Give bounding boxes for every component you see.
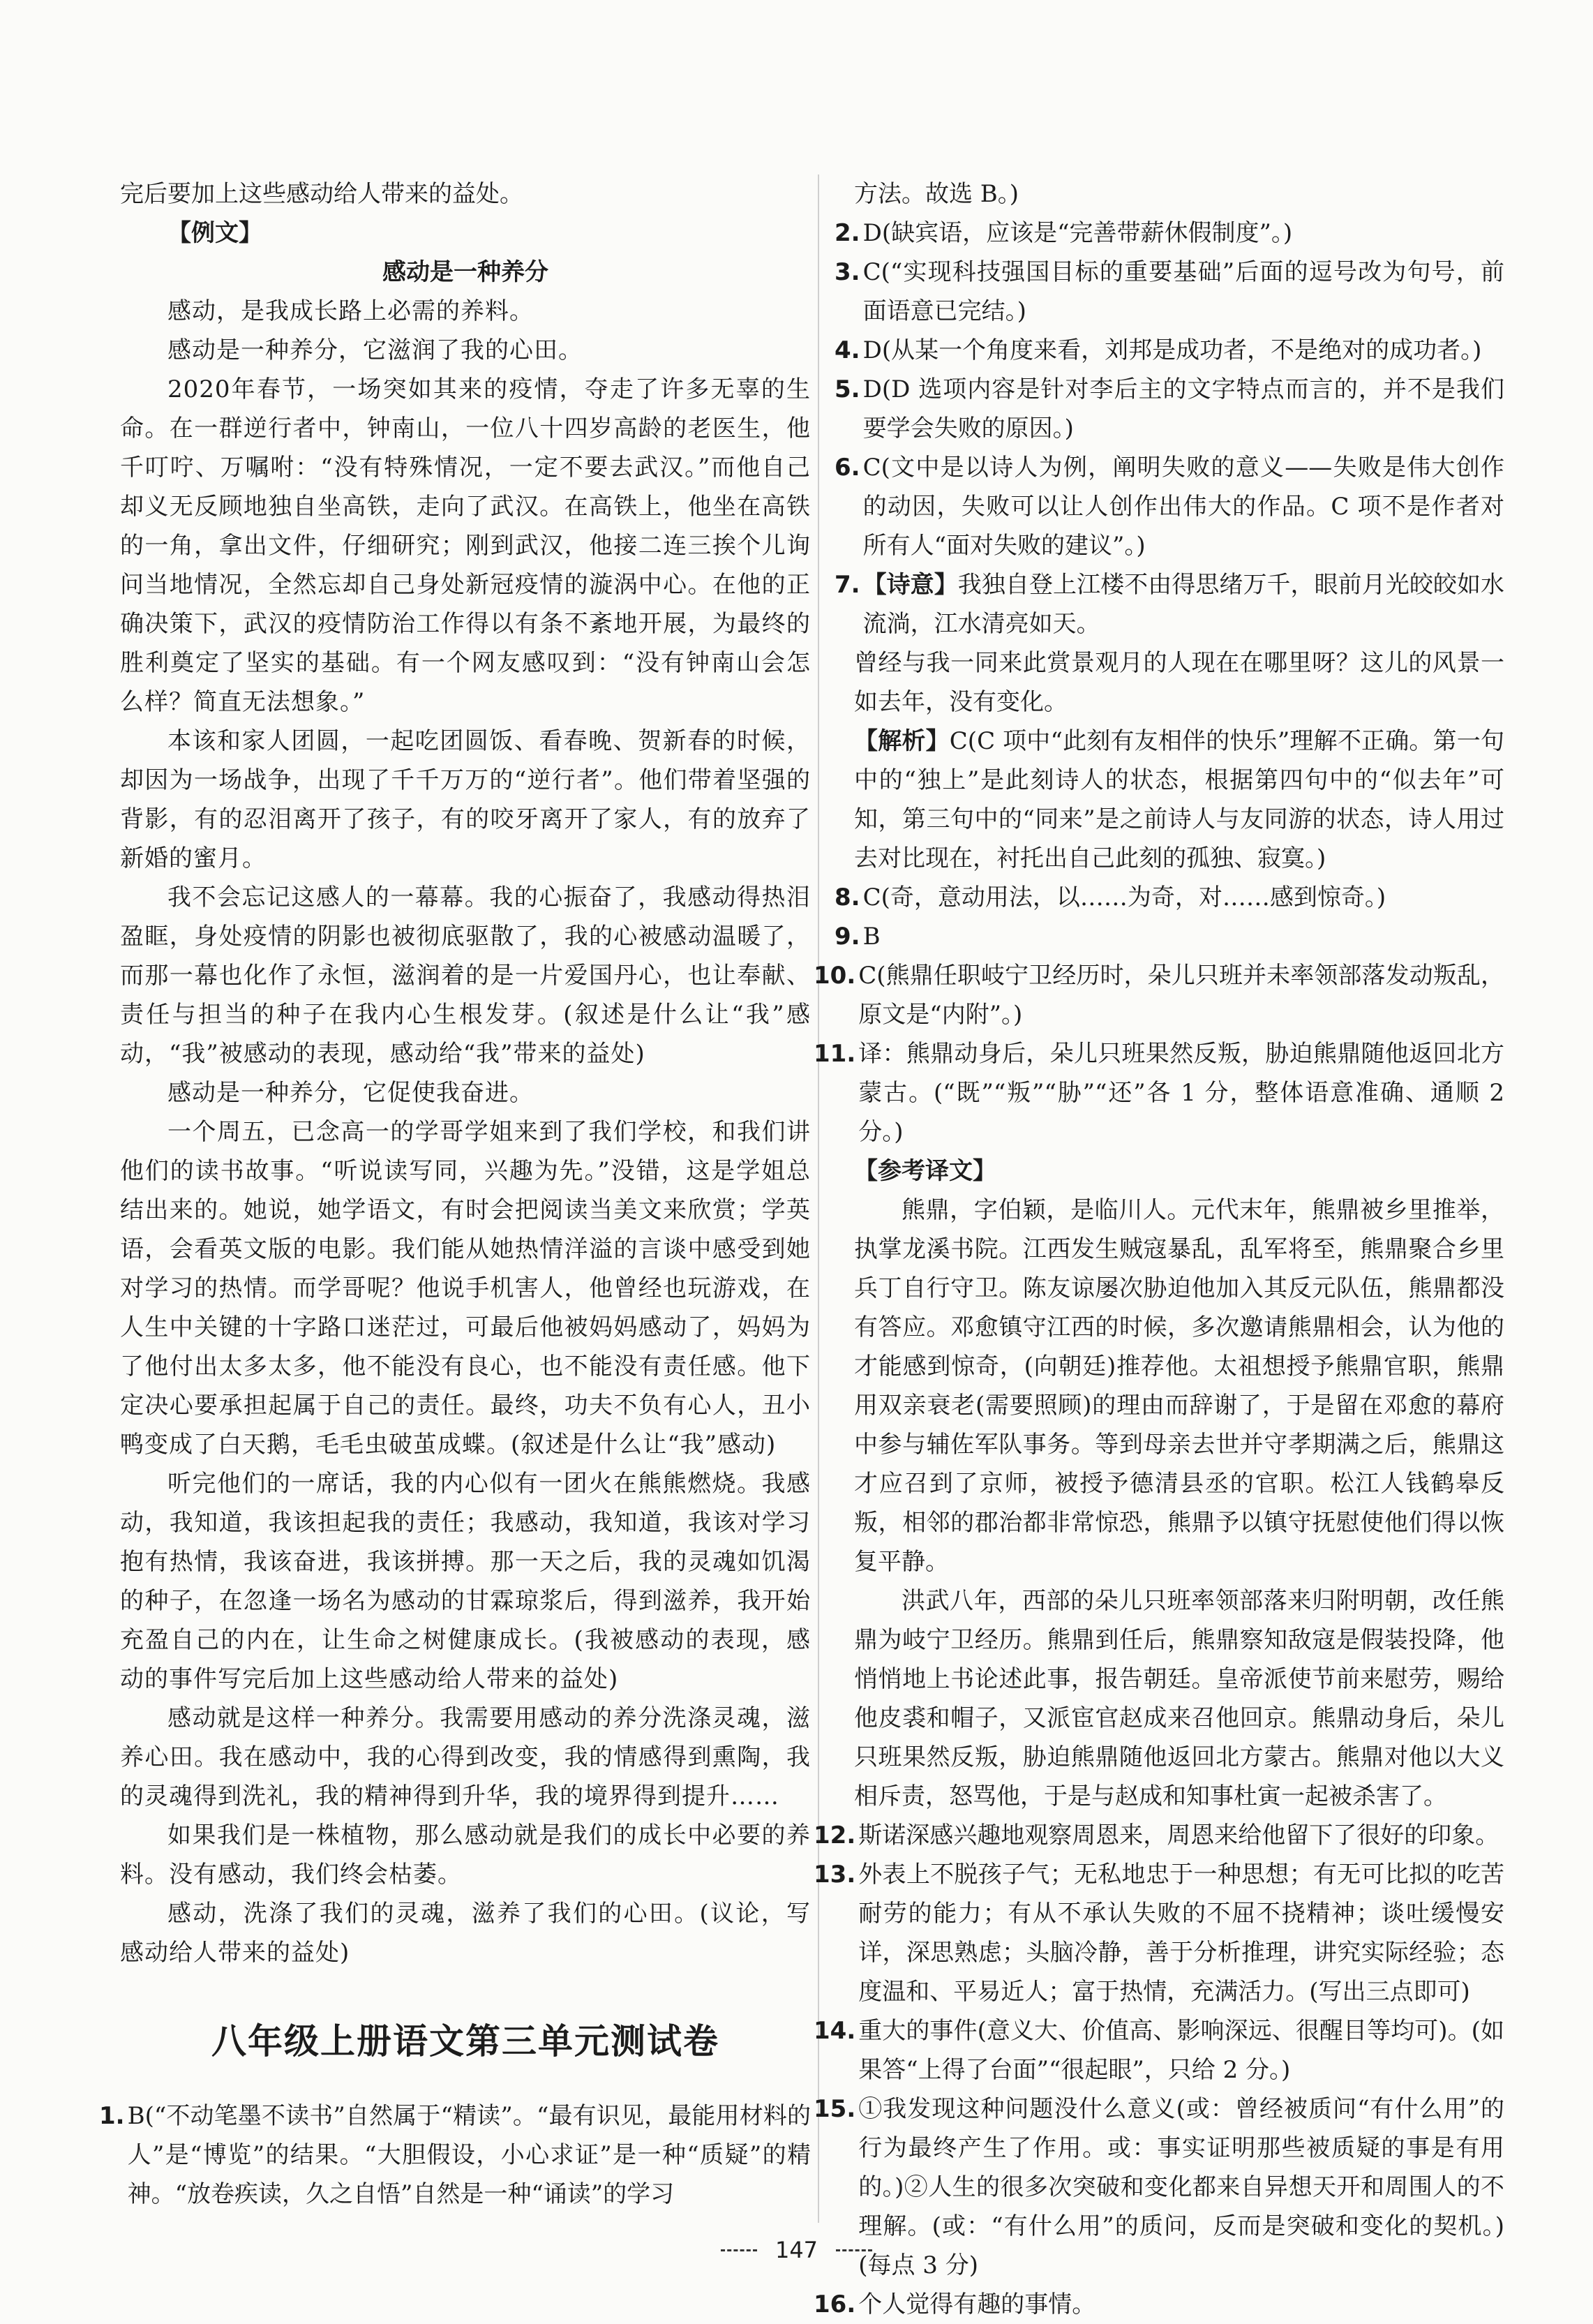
unit-test-title: 八年级上册语文第三单元测试卷 <box>211 2021 719 2062</box>
essay-paragraph: 感动是一种养分，它促使我奋进。 <box>167 1079 534 1107</box>
essay-paragraph: 感动是一种养分，它滋润了我的心田。 <box>167 336 583 364</box>
answer-text: D(从某一个角度来看，刘邦是成功者，不是绝对的成功者。) <box>862 336 1482 364</box>
example-label: 【例文】 <box>167 219 262 247</box>
answer-number: 4. <box>835 336 860 364</box>
page-footer <box>0 2237 1593 2263</box>
answer-number: 6. <box>835 454 860 482</box>
answer-text: 个人觉得有趣的事情。 <box>858 2291 1096 2318</box>
answer-text: ①我发现这种问题没什么意义(或：曾经被质问“有什么用”的行为最终产生了作用。或：事实证明那些被质疑的事是有用的。)②人生的很多次突破和变化都来自异想天开和周围人的不理解。(或：“有什么用”的质问，反而是突破和变化的契机。)(每点 3 分) <box>858 2095 1504 2279</box>
answer-text: C(文中是以诗人为例，阐明失败的意义——失败是伟大创作的动因，失败可以让人创作出伟大的作品。C 项不是作者对所有人“面对失败的建议”。) <box>862 454 1504 560</box>
answer-text: 译：熊鼎动身后，朵儿只班果然反叛，胁迫熊鼎随他返回北方蒙古。(“既”“叛”“胁”“还”各 1 分，整体语意准确、通顺 2 分。) <box>858 1040 1504 1146</box>
answer-number: 3. <box>835 258 860 286</box>
answer-number: 8. <box>835 884 860 911</box>
answer-number: 16. <box>814 2291 856 2318</box>
answer-item-2 <box>835 214 1504 253</box>
answer-number: 9. <box>835 923 860 951</box>
essay-paragraph: 如果我们是一株植物，那么感动就是我们的成长中必要的养料。没有感动，我们终会枯萎。 <box>120 1822 811 1889</box>
answer-text: C(“实现科技强国目标的重要基础”后面的逗号改为句号，前面语意已完结。) <box>862 258 1504 325</box>
reference-translation-paragraph: 熊鼎，字伯颖，是临川人。元代末年，熊鼎被乡里推举，执掌龙溪书院。江西发生贼寇暴乱，乱军将至，熊鼎聚合乡里兵丁自行守卫。陈友谅屡次胁迫他加入其反元队伍，熊鼎都没有答应。邓愈镇守江西的时候，多次邀请熊鼎相会，认为他的才能感到惊奇，(向朝廷)推荐他。太祖想授予熊鼎官职，熊鼎用双亲衰老(需要照顾)的理由而辞谢了，于是留在邓愈的幕府中参与辅佐军队事务。等到母亲去世并守孝期满之后，熊鼎这才应召到了京师，被授予德清县丞的官职。松江人钱鹤皋反叛，相邻的郡治都非常惊恐，熊鼎予以镇守抚慰使他们得以恢复平静。 <box>854 1196 1504 1576</box>
answer-text: C(熊鼎任职岐宁卫经历时，朵儿只班并未率领部落发动叛乱，原文是“内附”。) <box>858 962 1504 1029</box>
essay-paragraph: 感动，是我成长路上必需的养料。 <box>167 297 534 325</box>
answer-item-7 <box>835 565 1504 643</box>
right-column <box>814 174 1504 2324</box>
answer-item-8 <box>835 878 1504 917</box>
answer-number: 2. <box>835 219 860 247</box>
answer-text <box>863 565 1504 643</box>
answer-number: 14. <box>814 2017 856 2045</box>
essay-paragraph: 我不会忘记这感人的一幕幕。我的心振奋了，我感动得热泪盈眶，身处疫情的阴影也被彻底驱散了，我的心被感动温暖了，而那一幕也化作了永恒，滋润着的是一片爱国丹心，也让奉献、责任与担当的种子在我内心生根发芽。(叙述是什么让“我”感动，“我”被感动的表现，感动给“我”带来的益处) <box>120 884 811 1068</box>
essay-paragraph: 听完他们的一席话，我的内心似有一团火在熊熊燃烧。我感动，我知道，我该担起我的责任；我感动，我知道，我该对学习抱有热情，我该奋进，我该拼搏。那一天之后，我的灵魂如饥渴的种子，在忽逢一场名为感动的甘霖琼浆后，得到滋养，我开始充盈自己的内在，让生命之树健康成长。(我被感动的表现，感动的事件写完后加上这些感动给人带来的益处) <box>120 1470 811 1693</box>
reference-translation-label: 【参考译文】 <box>854 1157 996 1185</box>
answer-number: 12. <box>814 1822 856 1849</box>
answer-item-4 <box>835 331 1504 370</box>
essay-paragraph: 一个周五，已念高一的学哥学姐来到了我们学校，和我们讲他们的读书故事。“听说读写同，兴趣为先。”没错，这是学姐总结出来的。她说，她学语文，有时会把阅读当美文来欣赏；学英语，会看英文版的电影。我们能从她热情洋溢的言谈中感受到她对学习的热情。而学哥呢？他说手机害人，他曾经也玩游戏，在人生中关键的十字路口迷茫过，可最后他被妈妈感动了，妈妈为了他付出太多太多，他不能没有良心，也不能没有责任感。他下定决心要承担起属于自己的责任。最终，功夫不负有心人，丑小鸭变成了白天鹅，毛毛虫破茧成蝶。(叙述是什么让“我”感动) <box>120 1118 811 1459</box>
reference-translation-paragraph: 洪武八年，西部的朵儿只班率领部落来归附明朝，改任熊鼎为岐宁卫经历。熊鼎到任后，熊鼎察知敌寇是假装投降，他悄悄地上书论述此事，报告朝廷。皇帝派使节前来慰劳，赐给他皮裘和帽子，又派宦官赵成来召他回京。熊鼎动身后，朵儿只班果然反叛，胁迫熊鼎随他返回北方蒙古。熊鼎对他以大义相斥责，怒骂他，于是与赵成和知事杜寅一起被杀害了。 <box>854 1587 1504 1810</box>
analysis-label: 【解析】 <box>854 727 950 755</box>
answer-number: 1. <box>99 2102 125 2130</box>
essay-title: 感动是一种养分 <box>382 258 548 286</box>
essay-paragraph: 感动就是这样一种养分。我需要用感动的养分洗涤灵魂，滋养心田。我在感动中，我的心得到改变，我的情感得到熏陶，我的灵魂得到洗礼，我的精神得到升华，我的境界得到提升…… <box>120 1704 811 1810</box>
answer-number: 7. <box>835 571 860 599</box>
analysis-text: C(C 项中“此刻有友相伴的快乐”理解不正确。第一句中的“独上”是此刻诗人的状态，根据第四句中的“似去年”可知，第三句中的“同来”是之前诗人与友同游的状态，诗人用过去对比现在，衬托出自己此刻的孤独、寂寞。) <box>854 727 1504 872</box>
answer-text: D(缺宾语，应该是“完善带薪休假制度”。) <box>862 219 1293 247</box>
essay-paragraph: 感动，洗涤了我们的灵魂，滋养了我们的心田。(议论，写感动给人带来的益处) <box>120 1900 811 1967</box>
answer-item-1 <box>99 2096 811 2214</box>
answer-text: B(“不动笔墨不读书”自然属于“精读”。“最有识见，最能用材料的人”是“博览”的结果。“大胆假设，小心求证”是一种“质疑”的精神。“放卷疾读，久之自悟”自然是一种“诵读”的学习 <box>127 2102 811 2208</box>
answer-item-14 <box>814 2011 1504 2090</box>
answer-text: 斯诺深感兴趣地观察周恩来，周恩来给他留下了很好的印象。 <box>858 1822 1499 1849</box>
answer-text: D(D 选项内容是针对李后主的文字特点而言的，并不是我们要学会失败的原因。) <box>862 375 1504 442</box>
answer-number: 10. <box>814 962 856 990</box>
answer-item-5 <box>835 370 1504 448</box>
answer-item-16 <box>814 2285 1504 2324</box>
essay-body <box>120 292 811 1972</box>
essay-paragraph: 2020年春节，一场突如其来的疫情，夺走了许多无辜的生命。在一群逆行者中，钟南山，一位八十四岁高龄的老医生，他千叮咛、万嘱咐：“没有特殊情况，一定不要去武汉。”而他自己却义无反顾地独自坐高铁，走向了武汉。在高铁上，他坐在高铁的一角，拿出文件，仔细研究；刚到武汉，他接二连三挨个儿询问当地情况，全然忘却自己身处新冠疫情的漩涡中心。在他的正确决策下，武汉的疫情防治工作得以有条不紊地开展，为最终的胜利奠定了坚实的基础。有一个网友感叹到：“没有钟南山会怎么样？简直无法想象。” <box>120 375 811 716</box>
poem-meaning-text-2: 曾经与我一同来此赏景观月的人现在在哪里呀？这儿的风景一如去年，没有变化。 <box>854 649 1504 716</box>
answer-item-13 <box>814 1855 1504 2011</box>
answer-item-6 <box>835 448 1504 565</box>
intro-line: 完后要加上这些感动给人带来的益处。 <box>120 180 523 208</box>
answer-item-9 <box>835 917 1504 956</box>
answer-text: 重大的事件(意义大、价值高、影响深远、很醒目等均可)。(如果答“上得了台面”“很起眼”，只给 2 分。) <box>858 2017 1504 2084</box>
answer-item-10 <box>814 956 1504 1034</box>
essay-paragraph: 本该和家人团圆，一起吃团圆饭、看春晚、贺新春的时候，却因为一场战争，出现了千千万万的“逆行者”。他们带着坚强的背影，有的忍泪离开了孩子，有的咬牙离开了家人，有的放弃了新婚的蜜月。 <box>120 727 811 872</box>
answer-item-12 <box>814 1816 1504 1855</box>
poem-meaning-label: 【诗意】 <box>862 571 958 599</box>
poem-meaning-text: 我独自登上江楼不由得思绪万千，眼前月光皎皎如水流淌，江水清亮如天。 <box>862 571 1504 638</box>
answer-item-3 <box>835 253 1504 331</box>
answer-text: 外表上不脱孩子气；无私地忠于一种思想；有无可比拟的吃苦耐劳的能力；有从不承认失败的不屈不挠精神；谈吐缓慢安详，深思熟虑；头脑冷静，善于分析推理，讲究实际经验；态度温和、平易近人；富于热情，充满活力。(写出三点即可) <box>858 1861 1504 2006</box>
answer-number: 15. <box>814 2095 856 2123</box>
answer-text: B <box>862 923 881 951</box>
answer-number: 13. <box>814 1861 856 1889</box>
analysis-block <box>835 722 1504 878</box>
answer-continuation: 方法。故选 B。) <box>854 180 1019 208</box>
answer-number: 5. <box>835 375 860 403</box>
answer-text: C(奇，意动用法，以……为奇，对……感到惊奇。) <box>862 884 1386 911</box>
footer-ornament-right <box>836 2249 872 2254</box>
answer-item-11 <box>814 1034 1504 1152</box>
footer-ornament-left <box>721 2249 757 2254</box>
answer-number: 11. <box>814 1040 856 1068</box>
page-number: 147 <box>775 2237 818 2263</box>
left-column <box>99 174 811 2214</box>
